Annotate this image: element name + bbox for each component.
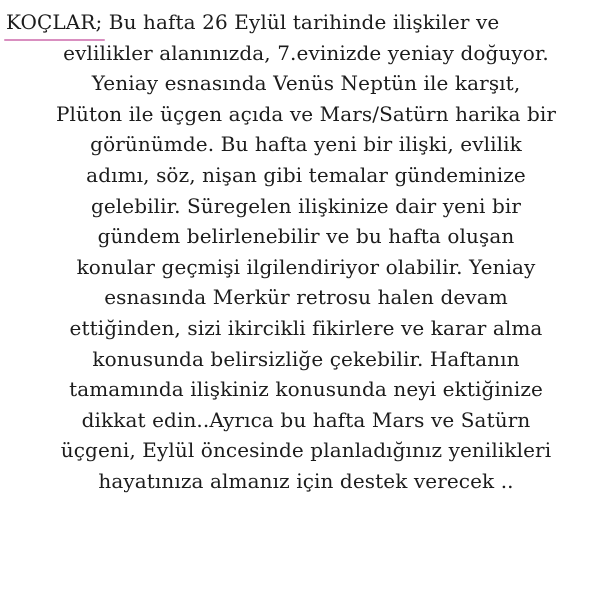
- heading-underline: [4, 39, 105, 41]
- text-line-10: esnasında Merkür retrosu halen devam: [104, 285, 508, 310]
- text-line-8: gündem belirlenebilir ve bu hafta oluşan: [97, 224, 515, 249]
- first-line-text: Bu hafta 26 Eylül tarihinde ilişkiler ve: [102, 10, 500, 34]
- text-line-6: adımı, söz, nişan gibi temalar gündeminize: [86, 162, 526, 187]
- text-line-2: evlilikler alanınızda, 7.evinizde yeniay doğuyor.: [63, 40, 549, 65]
- text-line-7: gelebilir. Süregelen ilişkinize dair yeni bir: [90, 193, 522, 218]
- text-line-13: tamamında ilişkiniz konusunda neyi ektiğinize: [69, 377, 543, 402]
- text-line-15: üçgeni, Eylül öncesinde planladığınız yenilikleri: [60, 438, 552, 463]
- text-line-9: konular geçmişi ilgilendiriyor olabilir. Yeniay: [76, 254, 536, 279]
- text-line-4: Plüton ile üçgen açıda ve Mars/Satürn harika bir: [55, 101, 557, 126]
- text-line-14: dikkat edin..Ayrıca bu hafta Mars ve Satürn: [81, 407, 531, 432]
- text-line-16: hayatınıza almanız için destek verecek ..: [98, 468, 514, 493]
- sign-heading: [6, 7, 102, 38]
- text-line-1: [4, 7, 608, 38]
- text-line-3: Yeniay esnasında Venüs Neptün ile karşıt,: [91, 71, 521, 96]
- text-line-5: görünümde. Bu hafta yeni bir ilişki, evlilik: [90, 132, 522, 157]
- text-line-12: konusunda belirsizliğe çekebilir. Haftanın: [92, 346, 520, 371]
- text-line-11: ettiğinden, sizi ikircikli fikirlere ve karar alma: [69, 315, 543, 340]
- sign-heading-label: KOÇLAR;: [6, 10, 103, 34]
